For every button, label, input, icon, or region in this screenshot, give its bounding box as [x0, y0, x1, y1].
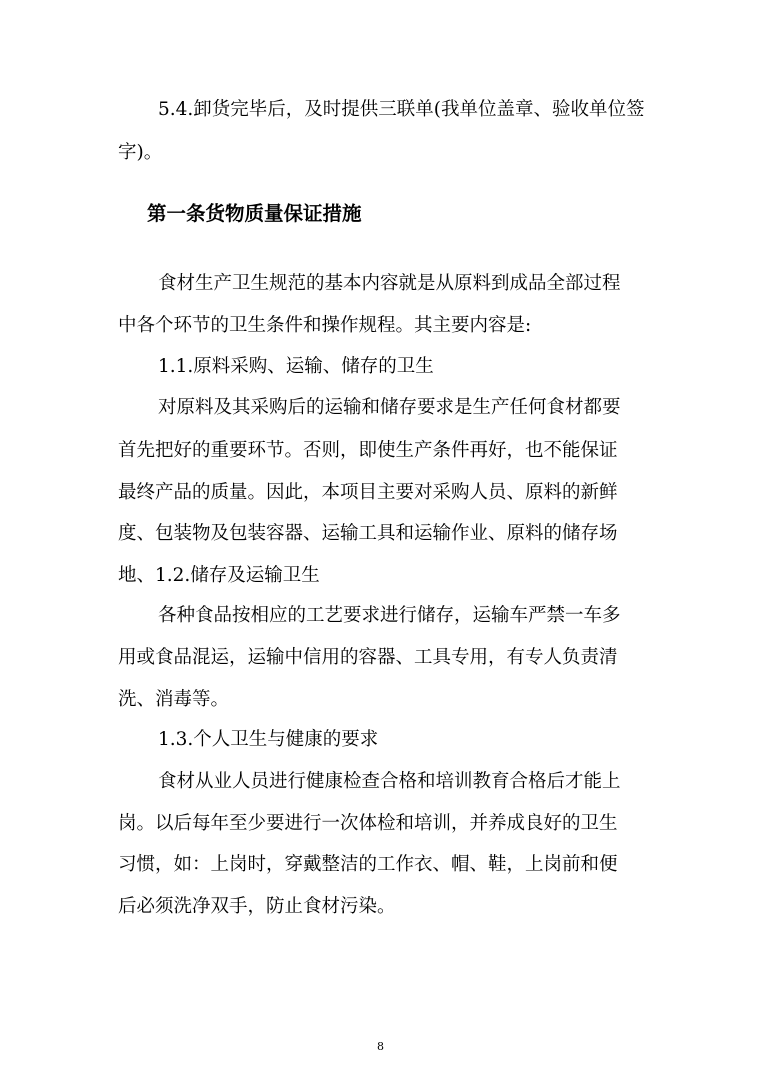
paragraph-line: 各种食品按相应的工艺要求进行储存，运输车严禁一车多 — [158, 605, 621, 626]
subsection-title-1-1: 1.1.原料采购、运输、储存的卫生 — [158, 356, 434, 377]
paragraph-line: 食材从业人员进行健康检查合格和培训教育合格后才能上 — [158, 771, 621, 792]
paragraph-line: 岗。以后每年至少要进行一次体检和培训，并养成良好的卫生 — [118, 813, 618, 834]
subsection-title-1-3: 1.3.个人卫生与健康的要求 — [158, 729, 379, 750]
paragraph-line: 首先把好的重要环节。否则，即使生产条件再好，也不能保证 — [118, 440, 618, 461]
paragraph-line: 度、包装物及包装容器、运输工具和运输作业、原料的储存场 — [118, 523, 618, 544]
paragraph-line: 最终产品的质量。因此，本项目主要对采购人员、原料的新鲜 — [118, 482, 618, 503]
page-number: 8 — [377, 1040, 384, 1053]
intro-line-1: 5.4.卸货完毕后，及时提供三联单(我单位盖章、验收单位签 — [158, 99, 645, 120]
paragraph-line: 食材生产卫生规范的基本内容就是从原料到成品全部过程 — [158, 273, 621, 294]
paragraph-line: 中各个环节的卫生条件和操作规程。其主要内容是: — [118, 315, 532, 336]
paragraph-line: 后必须洗净双手，防止食材污染。 — [118, 896, 396, 917]
intro-line-2: 字)。 — [118, 142, 163, 163]
section-heading: 第一条货物质量保证措施 — [147, 202, 362, 225]
paragraph-line: 用或食品混运，运输中信用的容器、工具专用，有专人负责清 — [118, 647, 618, 668]
paragraph-line: 习惯，如：上岗时，穿戴整洁的工作衣、帽、鞋，上岗前和便 — [118, 854, 618, 875]
paragraph-line: 地、1.2.储存及运输卫生 — [118, 565, 320, 586]
paragraph-line: 对原料及其采购后的运输和储存要求是生产任何食材都要 — [158, 397, 621, 418]
paragraph-line: 洗、消毒等。 — [118, 689, 230, 710]
